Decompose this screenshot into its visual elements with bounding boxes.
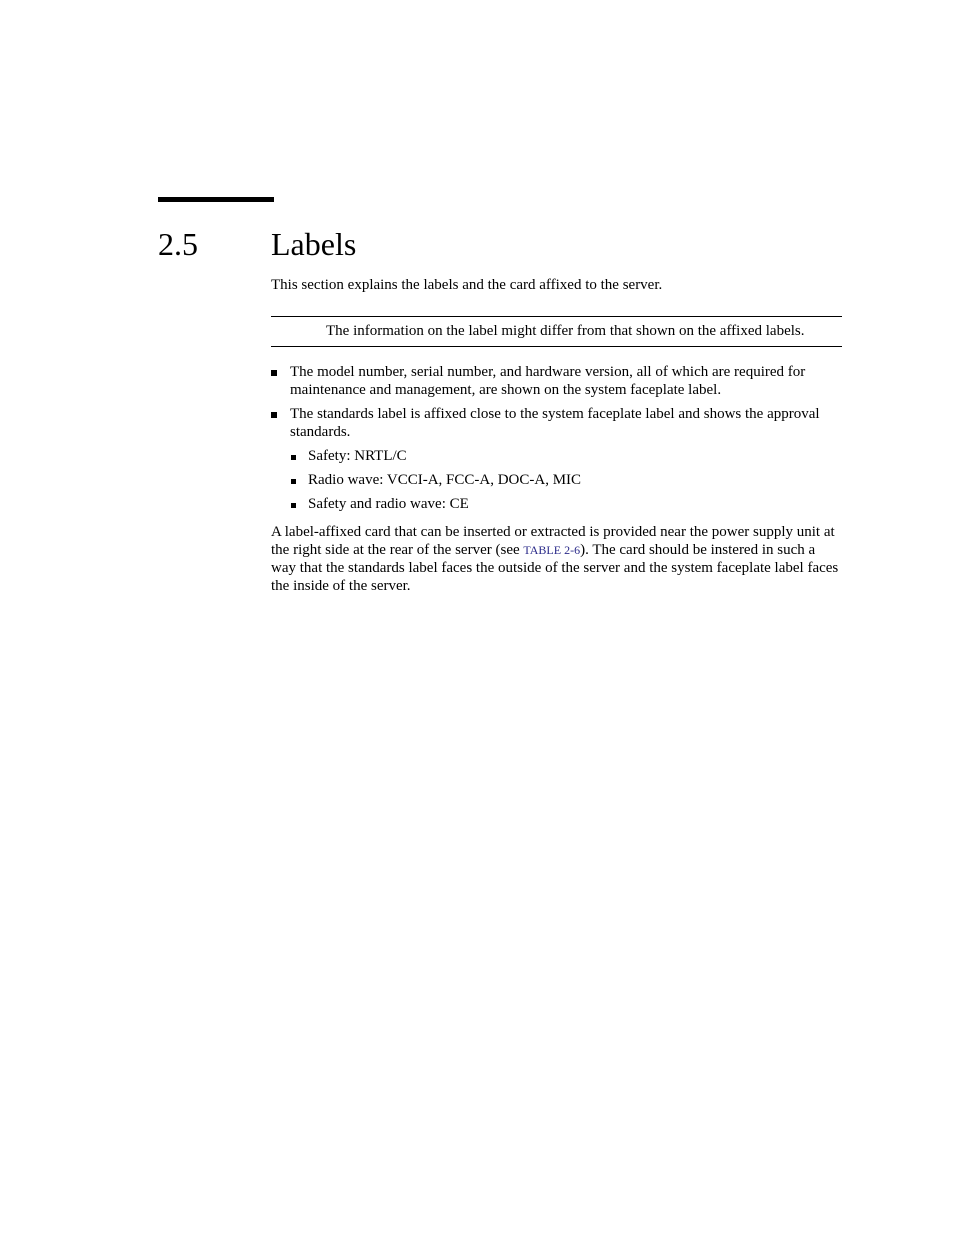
- section-title: Labels: [271, 226, 357, 262]
- section-body: [271, 276, 842, 610]
- note-box: [271, 316, 842, 347]
- sub-bullet-item: Radio wave: VCCI-A, FCC-A, DOC-A, MIC: [290, 471, 842, 489]
- sub-bullet-list: [290, 447, 842, 513]
- closing-text-before: A label-affixed card that can be inserted or extracted is provided near the power supply unit at the right side at the rear of the server (see: [271, 524, 835, 558]
- closing-paragraph: [271, 523, 842, 595]
- section-rule: [158, 197, 274, 202]
- sub-bullet-item: Safety: NRTL/C: [290, 447, 842, 465]
- intro-paragraph: This section explains the labels and the card affixed to the server.: [271, 277, 663, 293]
- bullet-item: The model number, serial number, and hardware version, all of which are required for maintenance and management, are shown on the system faceplate label.: [271, 363, 842, 399]
- section-number: 2.5: [158, 226, 198, 262]
- note-text: The information on the label might differ from that shown on the affixed labels.: [326, 323, 805, 339]
- bullet-item-text: The standards label is affixed close to the system faceplate label and shows the approval standards.: [290, 406, 820, 440]
- closing-text-after: ). The card should be instered in such a way that the standards label faces the outside of the server and the system faceplate label faces the inside of the server.: [271, 542, 839, 594]
- bullet-list: [271, 363, 842, 513]
- table-cross-reference-link[interactable]: TABLE 2-6: [523, 543, 581, 557]
- sub-bullet-item: Safety and radio wave: CE: [290, 495, 842, 513]
- bullet-item: [271, 405, 842, 513]
